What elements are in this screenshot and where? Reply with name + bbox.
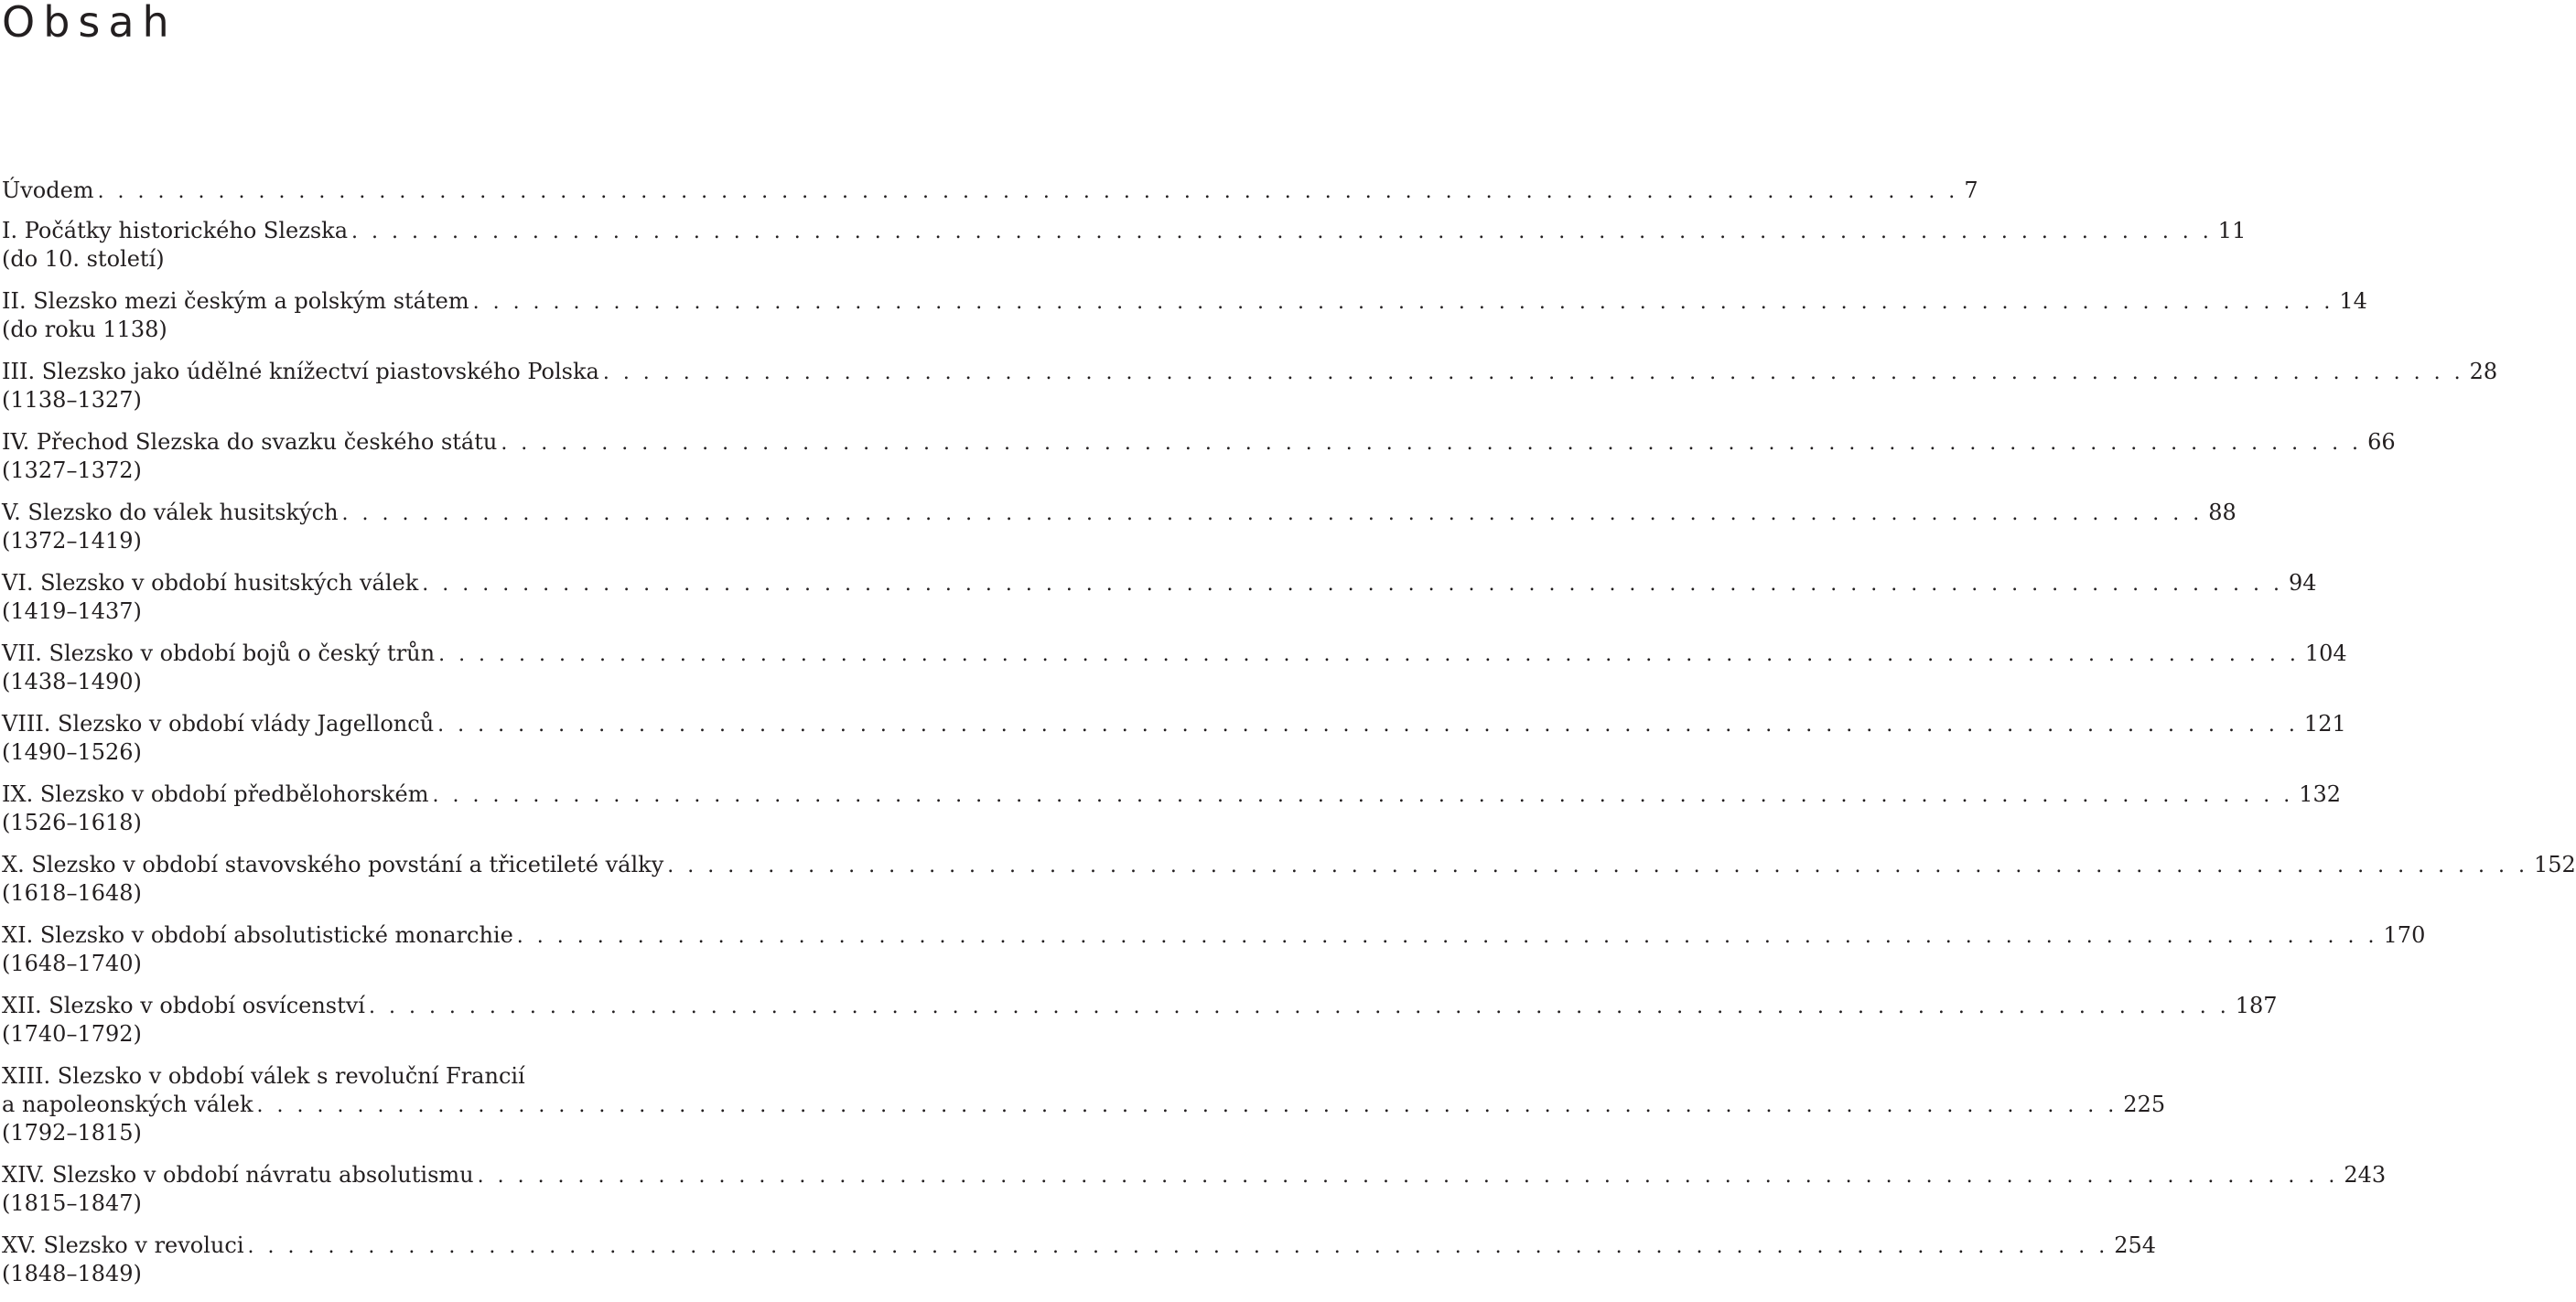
toc-entry-title: X. Slezsko v období stavovského povstání a třicetileté války [2, 852, 664, 877]
dot-leader: . . . . . . . . . . . . . . . . . . . . . . . . . . . . . . . . . . . . . . . . . . . . . . . . . . . . . . . . . . . . . . . . . . . . . . . . . . . . . . . . . . . . . . . . . . . . . [422, 573, 2283, 596]
toc-entry-chapter-7[interactable] [2, 640, 2347, 696]
toc-entry-period: (1372–1419) [2, 528, 142, 554]
toc-entry-chapter-14[interactable] [2, 1161, 2387, 1218]
toc-entry-chapter-2[interactable] [2, 287, 2367, 344]
toc-entry-period: (1438–1490) [2, 669, 142, 694]
toc-entry-title: VI. Slezsko v období husitských válek [2, 570, 419, 596]
toc-entry-page: 94 [2289, 570, 2317, 596]
toc-entry-period: (1848–1849) [2, 1261, 142, 1286]
toc-entry-title: a napoleonských válek [2, 1092, 253, 1117]
toc-entry-title: XIV. Slezsko v období návratu absolutismu [2, 1162, 474, 1188]
toc-entry-page: 225 [2123, 1092, 2166, 1117]
toc-entry-chapter-3[interactable] [2, 358, 2498, 414]
toc-entry-title: XI. Slezsko v období absolutistické monarchie [2, 922, 513, 948]
toc-entry-chapter-12[interactable] [2, 992, 2278, 1049]
dot-leader: . . . . . . . . . . . . . . . . . . . . . . . . . . . . . . . . . . . . . . . . . . . . . . . . . . . . . . . . . . . . . . . . . . . . . . . . . . . . . . . . . . . . . . . . . . . . . [472, 291, 2334, 314]
toc-entry-period: (1618–1648) [2, 880, 142, 906]
toc-entry-page: 152 [2534, 852, 2576, 877]
toc-entry-chapter-13[interactable] [2, 1062, 2166, 1147]
toc-entry-chapter-5[interactable] [2, 499, 2236, 555]
dot-leader: . . . . . . . . . . . . . . . . . . . . . . . . . . . . . . . . . . . . . . . . . . . . . . . . . . . . . . . . . . . . . . . . . . . . . . . . . . . . . . . . . . . . . . . . . . . . . [256, 1094, 2118, 1117]
dot-leader: . . . . . . . . . . . . . . . . . . . . . . . . . . . . . . . . . . . . . . . . . . . . . . . . . . . . . . . . . . . . . . . . . . . . . . . . . . . . . . . . . . . . . . . . . . . . . [516, 925, 2378, 948]
toc-entry-page: 243 [2344, 1162, 2387, 1188]
toc-entry-title: VIII. Slezsko v období vlády Jagellonců [2, 711, 435, 737]
toc-entry-page: 254 [2114, 1232, 2157, 1258]
dot-leader: . . . . . . . . . . . . . . . . . . . . . . . . . . . . . . . . . . . . . . . . . . . . . . . . . . . . . . . . . . . . . . . . . . . . . . . . . . . . . . . . . . . . . . . . . . . . . [438, 643, 2300, 666]
dot-leader: . . . . . . . . . . . . . . . . . . . . . . . . . . . . . . . . . . . . . . . . . . . . . . . . . . . . . . . . . . . . . . . . . . . . . . . . . . . . . . . . . . . . . . . . . . . . . [667, 855, 2529, 877]
toc-entry-title: XV. Slezsko v revoluci [2, 1232, 244, 1258]
toc-entry-title: V. Slezsko do válek husitských [2, 500, 339, 525]
toc-entry-period: (1740–1792) [2, 1021, 142, 1047]
dot-leader: . . . . . . . . . . . . . . . . . . . . . . . . . . . . . . . . . . . . . . . . . . . . . . . . . . . . . . . . . . . . . . . . . . . . . . . . . . . . . . . . . . . . . . . . . . . . . [437, 714, 2299, 737]
toc-entry-chapter-9[interactable] [2, 780, 2342, 837]
toc-entry-uvodem[interactable] [2, 177, 1978, 205]
toc-entry-page: 104 [2304, 640, 2347, 666]
page-title: Obsah [2, 0, 178, 47]
toc-entry-page: 14 [2339, 288, 2367, 314]
dot-leader: . . . . . . . . . . . . . . . . . . . . . . . . . . . . . . . . . . . . . . . . . . . . . . . . . . . . . . . . . . . . . . . . . . . . . . . . . . . . . . . . . . . . . . . . . . . . . [97, 180, 1959, 203]
toc-entry-page: 11 [2217, 218, 2247, 243]
toc-entry-page: 132 [2299, 781, 2342, 807]
toc-entry-title: II. Slezsko mezi českým a polským státem [2, 288, 469, 314]
table-of-contents [2, 177, 2576, 1302]
toc-entry-period: (1526–1618) [2, 810, 142, 835]
toc-entry-period: (1792–1815) [2, 1120, 142, 1146]
toc-entry-period: (do roku 1138) [2, 317, 167, 342]
toc-entry-period: (do 10. století) [2, 246, 165, 272]
toc-entry-chapter-11[interactable] [2, 921, 2426, 978]
toc-entry-title: XII. Slezsko v období osvícenství [2, 993, 365, 1018]
dot-leader: . . . . . . . . . . . . . . . . . . . . . . . . . . . . . . . . . . . . . . . . . . . . . . . . . . . . . . . . . . . . . . . . . . . . . . . . . . . . . . . . . . . . . . . . . . . . . [351, 221, 2213, 243]
toc-entry-title: I. Počátky historického Slezska [2, 218, 349, 243]
toc-entry-title: III. Slezsko jako údělné knížectví piastovského Polska [2, 359, 599, 384]
toc-entry-chapter-10[interactable] [2, 851, 2576, 908]
dot-leader: . . . . . . . . . . . . . . . . . . . . . . . . . . . . . . . . . . . . . . . . . . . . . . . . . . . . . . . . . . . . . . . . . . . . . . . . . . . . . . . . . . . . . . . . . . . . . [602, 361, 2464, 384]
toc-entry-period: (1138–1327) [2, 387, 142, 413]
toc-entry-page: 88 [2208, 500, 2236, 525]
dot-leader: . . . . . . . . . . . . . . . . . . . . . . . . . . . . . . . . . . . . . . . . . . . . . . . . . . . . . . . . . . . . . . . . . . . . . . . . . . . . . . . . . . . . . . . . . . . . . [477, 1165, 2339, 1188]
toc-entry-period: (1490–1526) [2, 739, 142, 765]
toc-entry-page: 66 [2367, 429, 2396, 455]
toc-entry-title: IV. Přechod Slezska do svazku českého státu [2, 429, 498, 455]
toc-entry-chapter-4[interactable] [2, 428, 2396, 485]
toc-entry-period: (1648–1740) [2, 951, 142, 976]
toc-entry-chapter-8[interactable] [2, 710, 2346, 767]
toc-entry-period: (1815–1847) [2, 1190, 142, 1216]
toc-entry-chapter-15[interactable] [2, 1232, 2157, 1288]
toc-entry-page: 28 [2469, 359, 2498, 384]
toc-entry-title: VII. Slezsko v období bojů o český trůn [2, 640, 436, 666]
toc-entry-period: (1327–1372) [2, 457, 142, 483]
toc-entry-page: 170 [2383, 922, 2426, 948]
toc-entry-title: IX. Slezsko v období předbělohorském [2, 781, 429, 807]
dot-leader: . . . . . . . . . . . . . . . . . . . . . . . . . . . . . . . . . . . . . . . . . . . . . . . . . . . . . . . . . . . . . . . . . . . . . . . . . . . . . . . . . . . . . . . . . . . . . [501, 432, 2363, 455]
toc-entry-chapter-6[interactable] [2, 569, 2317, 626]
dot-leader: . . . . . . . . . . . . . . . . . . . . . . . . . . . . . . . . . . . . . . . . . . . . . . . . . . . . . . . . . . . . . . . . . . . . . . . . . . . . . . . . . . . . . . . . . . . . . [432, 784, 2294, 807]
toc-entry-page: 187 [2235, 993, 2278, 1018]
toc-entry-period: (1419–1437) [2, 598, 142, 624]
toc-entry-title-line1: XIII. Slezsko v období válek s revoluční Francií [2, 1063, 525, 1089]
toc-entry-chapter-1[interactable] [2, 217, 2247, 274]
toc-entry-title: Úvodem [2, 178, 94, 203]
dot-leader: . . . . . . . . . . . . . . . . . . . . . . . . . . . . . . . . . . . . . . . . . . . . . . . . . . . . . . . . . . . . . . . . . . . . . . . . . . . . . . . . . . . . . . . . . . . . . [368, 995, 2230, 1018]
dot-leader: . . . . . . . . . . . . . . . . . . . . . . . . . . . . . . . . . . . . . . . . . . . . . . . . . . . . . . . . . . . . . . . . . . . . . . . . . . . . . . . . . . . . . . . . . . . . . [341, 502, 2204, 525]
dot-leader: . . . . . . . . . . . . . . . . . . . . . . . . . . . . . . . . . . . . . . . . . . . . . . . . . . . . . . . . . . . . . . . . . . . . . . . . . . . . . . . . . . . . . . . . . . . . . [247, 1235, 2109, 1258]
toc-entry-page: 7 [1964, 178, 1978, 203]
toc-entry-page: 121 [2303, 711, 2346, 737]
